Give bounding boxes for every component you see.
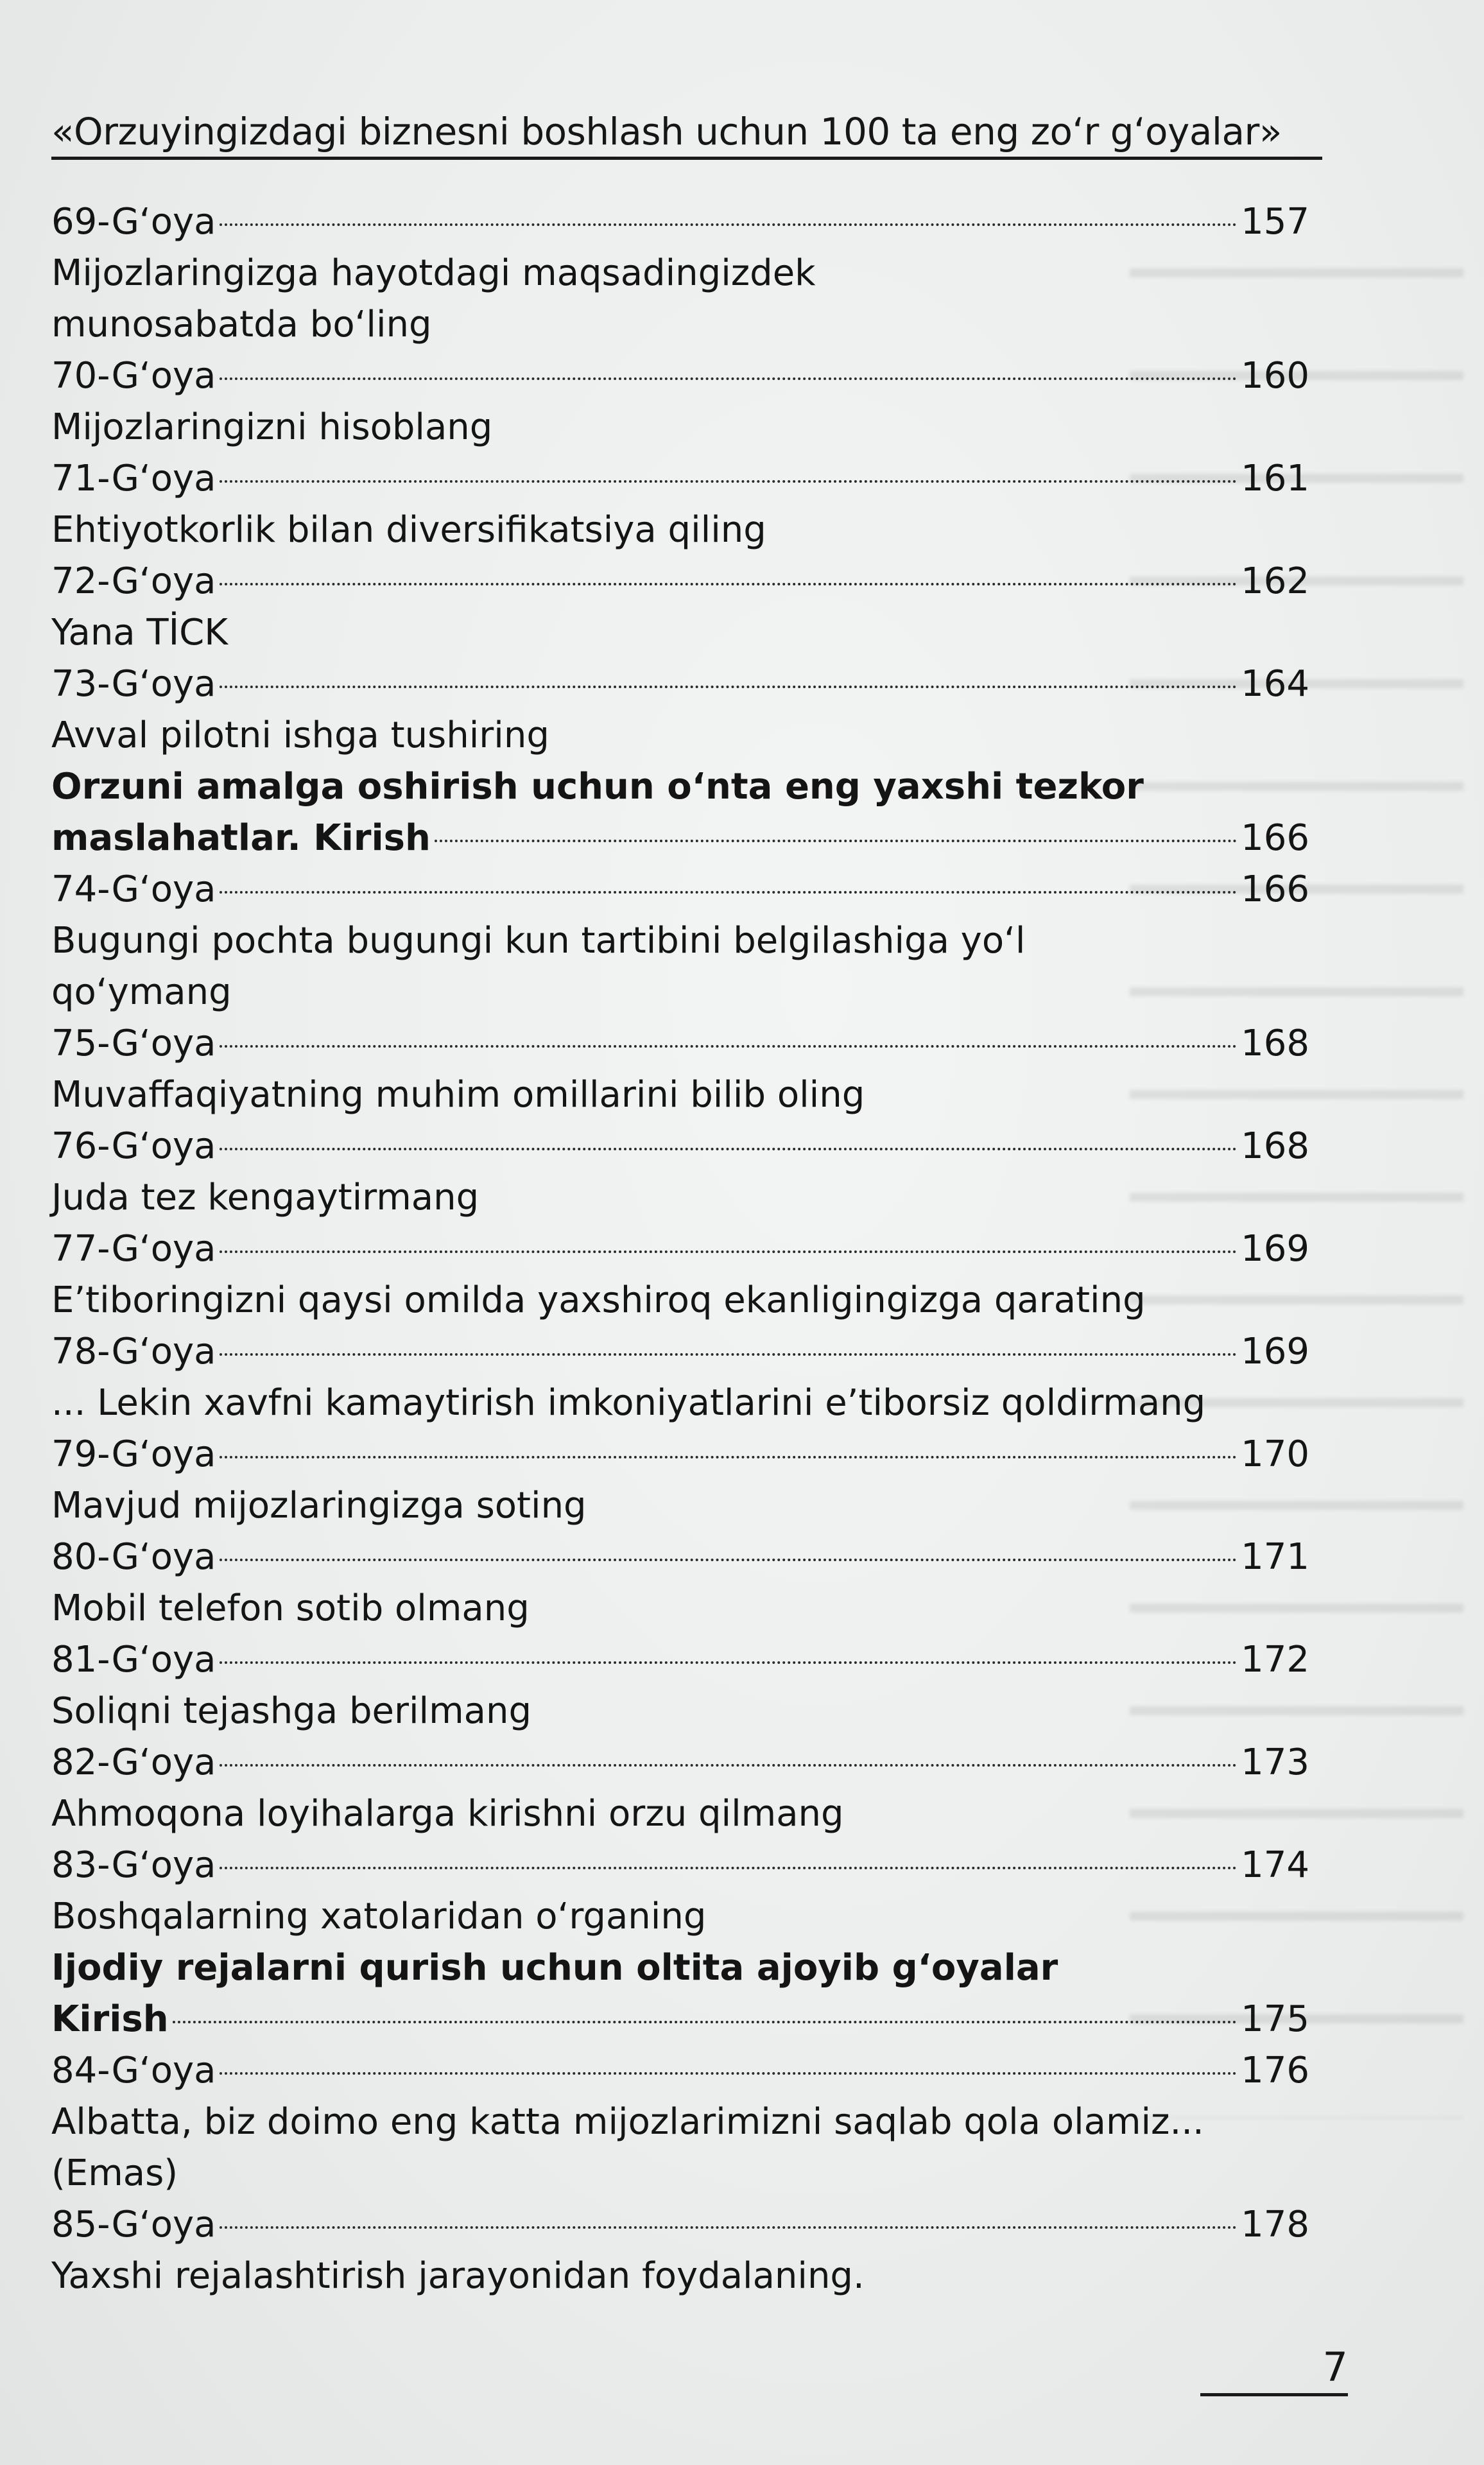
toc-entry-label: 85-G‘oya <box>51 2204 216 2245</box>
page-number: 7 <box>1322 2344 1348 2391</box>
toc-entry-page: 171 <box>1241 1536 1309 1578</box>
toc-entry-label: 82-G‘oya <box>51 1742 216 1783</box>
toc-entry-page: 168 <box>1241 1023 1309 1064</box>
toc-entry-page: 160 <box>1241 355 1309 397</box>
toc-entry-label: 74-G‘oya <box>51 869 216 910</box>
toc-entry-page: 172 <box>1241 1639 1309 1681</box>
toc-entry-label: 71-G‘oya <box>51 458 216 499</box>
toc-entry <box>51 1121 1309 1172</box>
dot-leader <box>220 891 1237 894</box>
toc-entry-page: 178 <box>1241 2204 1309 2245</box>
toc-entry-page: 175 <box>1241 1998 1309 2040</box>
idea-title-line: Soliqni tejashga berilmang <box>51 1690 531 1732</box>
idea-title-line: Ahmoqona loyihalarga kirishni orzu qilmang <box>51 1793 844 1835</box>
toc-entry <box>51 1532 1309 1583</box>
dot-leader <box>220 1559 1237 1561</box>
toc-entry <box>51 196 1309 248</box>
toc-entry-page: 161 <box>1241 458 1309 499</box>
dot-leader <box>220 1250 1237 1253</box>
toc-entry-label: 72-G‘oya <box>51 560 216 602</box>
toc-entry-page: 157 <box>1241 201 1309 243</box>
idea-title-line: (Emas) <box>51 2152 178 2194</box>
idea-title-line: Mavjud mijozlaringizga soting <box>51 1485 587 1527</box>
toc-entry <box>51 350 1309 402</box>
toc-entry <box>51 1737 1309 1788</box>
toc-entry-label: 73-G‘oya <box>51 663 216 705</box>
toc-entry <box>51 1634 1309 1686</box>
toc-entry-label: 78-G‘oya <box>51 1331 216 1372</box>
dot-leader <box>220 1148 1237 1150</box>
toc-entry-label: maslahatlar. Kirish <box>51 817 431 859</box>
toc-entry <box>51 2199 1309 2251</box>
dot-leader <box>220 2072 1237 2075</box>
dot-leader <box>220 686 1237 688</box>
toc-entry-page: 168 <box>1241 1125 1309 1167</box>
idea-title-line: Yaxshi rejalashtirish jarayonidan foydalaning. <box>51 2255 865 2297</box>
page-number-underline <box>1200 2393 1348 2396</box>
dot-leader <box>220 1353 1237 1356</box>
idea-title-line: Mijozlaringizni hisoblang <box>51 406 493 448</box>
dot-leader <box>220 1456 1237 1458</box>
toc-entry-label: Kirish <box>51 1998 169 2040</box>
idea-title-line: munosabatda bo‘ling <box>51 304 432 345</box>
toc-entry <box>51 1326 1309 1378</box>
toc-entry-label: 76-G‘oya <box>51 1125 216 1167</box>
toc-entry-page: 174 <box>1241 1844 1309 1886</box>
toc-entry-page: 170 <box>1241 1433 1309 1475</box>
toc-entry <box>51 659 1309 710</box>
toc-entry-page: 173 <box>1241 1742 1309 1783</box>
idea-title-line: E’tiboringizni qaysi omilda yaxshiroq ekanligingizga qarating <box>51 1279 1146 1321</box>
toc-entry <box>51 813 1309 864</box>
idea-title-line: Avval pilotni ishga tushiring <box>51 714 549 756</box>
toc-entry-label: 69-G‘oya <box>51 201 216 243</box>
toc-entry <box>51 453 1309 505</box>
toc-entry-page: 162 <box>1241 560 1309 602</box>
idea-title-line: Juda tez kengaytirmang <box>51 1177 479 1218</box>
toc-entry <box>51 556 1309 607</box>
dot-leader <box>220 377 1237 380</box>
running-header: «Orzuyingizdagi biznesni boshlash uchun 100 ta eng zo‘r g‘oyalar» <box>51 110 1282 153</box>
idea-title-line: Mijozlaringizga hayotdagi maqsadingizdek <box>51 252 816 294</box>
toc-entry <box>51 1018 1309 1069</box>
toc-entry-label: 75-G‘oya <box>51 1023 216 1064</box>
toc-entry-label: 83-G‘oya <box>51 1844 216 1886</box>
toc-entry-page: 166 <box>1241 869 1309 910</box>
dot-leader <box>220 1045 1237 1048</box>
section-heading-line: Ijodiy rejalarni qurish uchun oltita ajoyib g‘oyalar <box>51 1947 1058 1989</box>
idea-title-line: Yana TİCK <box>51 612 228 653</box>
toc-entry-page: 166 <box>1241 817 1309 859</box>
dot-leader <box>220 1661 1237 1664</box>
idea-title-line: Bugungi pochta bugungi kun tartibini belgilashiga yo‘l <box>51 920 1026 962</box>
toc-entry <box>51 864 1309 915</box>
dot-leader <box>220 480 1237 483</box>
toc-entry-label: 81-G‘oya <box>51 1639 216 1681</box>
table-of-contents <box>51 196 1309 2302</box>
toc-entry <box>51 1840 1309 1891</box>
dot-leader <box>435 840 1237 842</box>
toc-entry-label: 80-G‘oya <box>51 1536 216 1578</box>
toc-entry <box>51 1429 1309 1480</box>
toc-entry <box>51 1224 1309 1275</box>
idea-title-line: Boshqalarning xatolaridan o‘rganing <box>51 1896 707 1937</box>
dot-leader <box>220 1764 1237 1767</box>
toc-entry-label: 79-G‘oya <box>51 1433 216 1475</box>
dot-leader <box>220 1867 1237 1869</box>
dot-leader <box>220 2226 1237 2229</box>
toc-entry-page: 164 <box>1241 663 1309 705</box>
dot-leader <box>220 583 1237 585</box>
header-underline <box>51 157 1322 160</box>
toc-entry-label: 77-G‘oya <box>51 1228 216 1270</box>
idea-title-line: qo‘ymang <box>51 971 232 1013</box>
toc-entry-page: 169 <box>1241 1228 1309 1270</box>
toc-entry-page: 176 <box>1241 2050 1309 2091</box>
section-heading-line: Orzuni amalga oshirish uchun o‘nta eng yaxshi tezkor <box>51 766 1144 808</box>
toc-entry-label: 84-G‘oya <box>51 2050 216 2091</box>
toc-entry <box>51 1994 1309 2045</box>
idea-title-line: ... Lekin xavfni kamaytirish imkoniyatlarini e’tiborsiz qoldirmang <box>51 1382 1206 1424</box>
idea-title-line: Muvaffaqiyatning muhim omillarini bilib oling <box>51 1074 865 1116</box>
idea-title-line: Ehtiyotkorlik bilan diversifikatsiya qiling <box>51 509 766 551</box>
toc-entry-label: 70-G‘oya <box>51 355 216 397</box>
idea-title-line: Albatta, biz doimo eng katta mijozlarimizni saqlab qola olamiz... <box>51 2101 1204 2143</box>
idea-title-line: Mobil telefon sotib olmang <box>51 1587 530 1629</box>
dot-leader <box>173 2021 1238 2023</box>
toc-entry-page: 169 <box>1241 1331 1309 1372</box>
dot-leader <box>220 223 1237 226</box>
toc-entry <box>51 2045 1309 2097</box>
